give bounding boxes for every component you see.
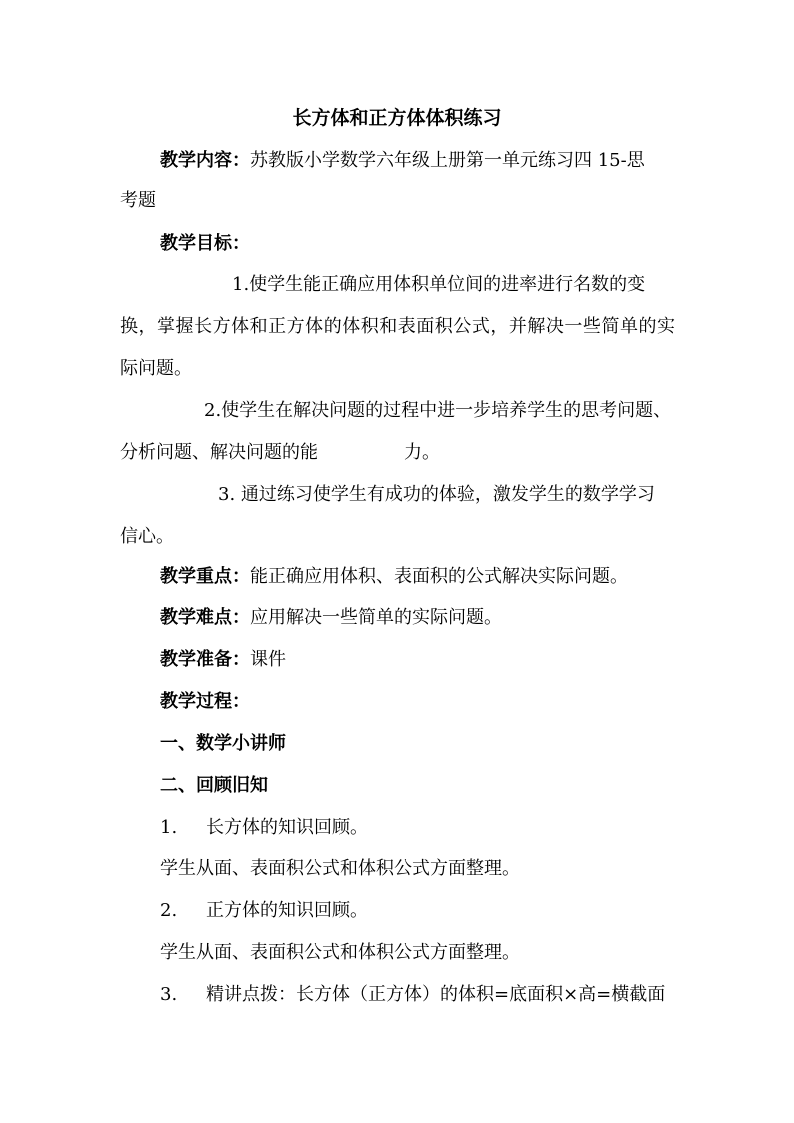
objective-2-line1: 2.使学生在解决问题的过程中进一步培养学生的思考问题、 [204,400,672,421]
review-item-2-text: 正方体的知识回顾。 [206,900,368,921]
objective-1-line3: 际问题。 [120,358,192,379]
difficulty-label: 教学难点： [160,607,250,628]
document-title: 长方体和正方体体积练习 [292,107,502,129]
review-item-1 [160,817,368,839]
objective-2-line2-part2: 力。 [404,442,440,463]
key-point-text: 能正确应用体积、表面积的公式解决实际问题。 [250,566,628,587]
review-item-1-number: 1. [160,817,178,838]
difficulty-paragraph [160,607,502,629]
review-item-2 [160,900,368,922]
review-item-3 [160,984,665,1006]
objective-2-line2-part1: 分析问题、解决问题的能 [120,442,318,463]
review-item-3-text: 精讲点拨：长方体（正方体）的体积=底面积×高=横截面 [206,984,666,1005]
section-heading-2: 二、回顾旧知 [160,775,268,796]
preparation-paragraph [160,649,286,671]
objective-2-line2 [120,442,440,464]
objective-3-line2: 信心。 [120,526,174,547]
content-paragraph [160,150,645,172]
key-point-paragraph [160,566,628,588]
review-item-2-number: 2. [160,900,178,921]
objective-1-line1: 1.使学生能正确应用体积单位间的进率进行名数的变 [232,274,646,295]
preparation-label: 教学准备： [160,649,250,670]
content-text-line1: 苏教版小学数学六年级上册第一单元练习四 15-思 [250,150,645,171]
review-item-3-number: 3. [160,984,178,1005]
objective-1-line2: 换，掌握长方体和正方体的体积和表面积公式，并解决一些简单的实 [120,316,675,337]
preparation-text: 课件 [250,649,286,670]
review-item-1-text: 长方体的知识回顾。 [206,817,368,838]
content-text-line2: 考题 [120,190,156,211]
difficulty-text: 应用解决一些简单的实际问题。 [250,607,502,628]
objective-3-line1: 3. 通过练习使学生有成功的体验，激发学生的数学学习 [218,484,655,505]
section-heading-1: 一、数学小讲师 [160,733,286,754]
review-paragraph-1: 学生从面、表面积公式和体积公式方面整理。 [160,858,520,879]
review-paragraph-2: 学生从面、表面积公式和体积公式方面整理。 [160,942,520,963]
content-label: 教学内容： [160,150,250,171]
process-label: 教学过程： [160,691,250,712]
objectives-label: 教学目标： [160,233,250,254]
key-point-label: 教学重点： [160,566,250,587]
